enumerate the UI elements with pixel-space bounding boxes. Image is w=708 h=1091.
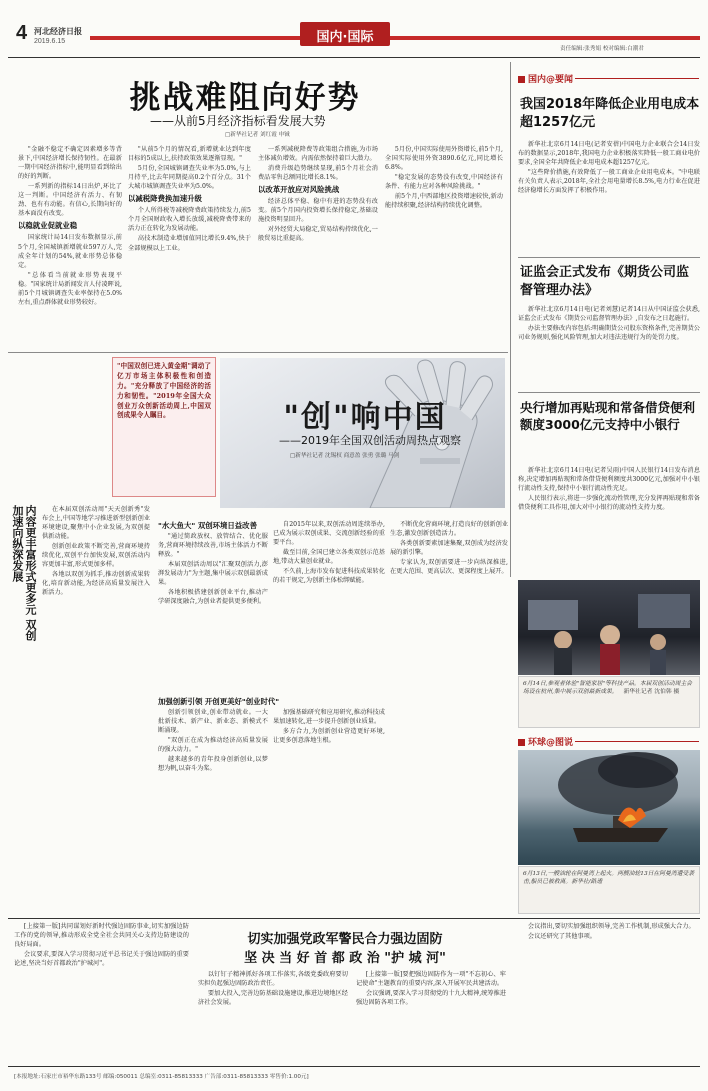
paragraph: 一系列减税降费等政策组合措施,为市场主体减负增效。内需依然保持着巨大潜力。 [258,146,378,163]
paragraph: 会议指出,要切实加强组织领导,完善工作机制,形成强大合力。 [527,923,695,930]
feature-column-c [158,708,268,840]
paragraph: "金融不稳定不确定因素增多等背景下,中国经济增长保持韧性。在最新一期中国经济指标中,能明显看到给出的好的判断。 [18,146,122,181]
footer-info: [本报地址:石家庄市裕华东路133号 邮编:050011 总编室:0311-85813333 广告部:0311-85813333 零售价:1.00元] [14,1074,309,1080]
feature-byline: □新华社记者 沈锡权 商意盈 张勇 张璐 马剑 [290,453,400,459]
tanker-fire-photo [518,750,700,865]
feature-photo-caption [518,676,700,728]
paragraph: 消费升级趋势继续显现,前5个月社会消费品零售总额同比增长8.1%。 [258,165,378,182]
paragraph: 会议要求,要深入学习贯彻习近平总书记关于强边固防的重要论述,坚决当好首都政治"护城河"。 [14,951,189,968]
header-rule [8,57,700,58]
story3-headline: 央行增加再贴现和常备借贷便利额度3000亿元支持中小银行 [520,400,696,432]
section-title: 国内·国际 [316,30,374,45]
story-divider [518,257,700,258]
bottom-column-2 [198,970,348,1060]
paragraph: 截至目前,全国已建立各类双创示范基地,带动大量创业就业。 [273,549,385,566]
paragraph: "双创正在成为推动经济高质量发展的强大动力。" [158,737,268,754]
lead-column-2 [128,145,251,345]
world-section-label: 环球@图说 [518,735,573,748]
paragraph: "从前5个月的情况看,新增就业达到年度目标的5成以上,扶持政策效果逐渐显现。" [128,146,251,163]
lead-subhead-1: 以稳就业促就业稳 [18,221,78,231]
paragraph: "这些降价措施,有效降低了一般工商业企业用电成本。"中电联有关负责人表示,2018年,全社会用电量增长8.5%,电力行业在促进经济稳增长方面发挥了积极作用。 [518,169,700,195]
page-number: 4 [16,22,28,44]
paragraph: 多方合力,为创新创业营造更好环境,让更多创意落地生根。 [273,728,385,745]
bottom-column-4 [518,922,700,1057]
paragraph: 国家统计局14日发布数据显示,前5个月,全国城镇新增就业597万人,完成全年计划的54%,就业形势总体稳定。 [18,234,122,269]
feature-column-d [273,708,385,840]
square-bullet-icon [518,76,525,83]
paragraph: 对外经贸大局稳定,贸易结构持续优化,一般贸易比重提高。 [258,226,378,243]
paragraph: 要加大投入,完善边防基础设施建设,推进边境地区经济社会发展。 [198,990,348,1007]
column-divider [510,62,511,577]
bottom-column-3 [356,970,506,1060]
section-rule [575,78,699,79]
lead-subhead-3: 以改革开放应对风险挑战 [258,185,340,195]
lead-column-3 [258,145,378,345]
feature-subhead-b: 加强创新引领 开创更美好"创业时代" [158,697,280,706]
footer-rule [8,1066,700,1067]
paragraph: 不久前,上海市发布促进科技成果转化的若干规定,为创新主体松绑赋能。 [273,568,385,585]
header-band [90,36,700,40]
tanker-caption: 6月13日,一艘油轮在阿曼湾上起火。两艘油轮13日在阿曼湾遭受袭击,船员已被救离。新华社/路透 [518,866,700,914]
story2-body [518,305,700,387]
paragraph: 加强基础研究和应用研究,推动科技成果加速转化,进一步提升创新创业质量。 [273,709,385,726]
feature-column-e [390,520,508,688]
section-rule [575,741,699,742]
bottom-headline-2: 坚 决 当 好 首 都 政 治 "护 城 河" [244,951,446,966]
paragraph: 专家认为,双创需要进一步向纵深推进,在更大范围、更高层次、更深程度上展开。 [390,559,508,576]
paragraph: 自2015年以来,双创活动周连续举办,已成为展示双创成果、交流创新经验的重要平台。 [273,521,385,547]
page-header [0,0,708,58]
paragraph: 越来越多的青年投身创新创业,以梦想为帆,以奋斗为桨。 [158,756,268,773]
bottom-headline-1: 切实加强党政军警民合力强边固防 [247,932,443,947]
tanker-fire-illustration [518,750,700,865]
editor-credits: 责任编辑:张秀娟 校对编辑:白潮君 [560,46,644,52]
lead-byline: □新华社记者 刘红霞 申铖 [225,132,290,138]
paragraph: 新华社北京6月14日电(记者吴雨)中国人民银行14日发布消息称,决定增加再贴现和常备借贷便利额度共3000亿元,加强对中小银行流动性支持,保持中小银行流动性充足。 [518,467,700,493]
paragraph: 各类创新要素加速集聚,双创成为经济发展的新引擎。 [390,540,508,557]
paragraph: 创新创业政策不断完善,营商环境持续优化,双创平台加快发展,双创活动内容更加丰富,形式更加多样。 [42,543,150,569]
paragraph: 创新引领创业,创业带动就业。一大批新技术、新产业、新业态、新模式不断涌现。 [158,709,268,735]
paragraph: [上接第一版]共同谋划好新时代强边固防事业,切实加强边防工作的党的领导,推动形成全党全社会共同关心支持边防建设的良好局面。 [14,923,189,949]
photo-credit: 新华社记者 沈伯韩 摄 [623,689,680,696]
feature-subhead-a: "水大鱼大" 双创环境日益改善 [158,521,257,530]
feature-column-b [273,520,385,688]
feature-column-a [158,532,268,682]
paragraph: 个人所得税等减税降费政策持续发力,前5个月全国财政收入增长放缓,减税降费带来的活力正在转化为发展动能。 [128,207,251,233]
paragraph: 办法主要修改内容包括:明确期货公司股东资格条件,完善期货公司业务规则,强化风险管理,加大对违法违规行为的处罚力度。 [518,325,700,342]
paragraph: 会议还研究了其他事项。 [527,933,596,941]
paragraph: 5月份,中国实际使用外资增长,前5个月,全国实际使用外资3890.6亿元,同比增长6.8%。 [385,146,503,172]
paragraph: 在本届双创活动周"天天创新秀"发布会上,中国等地学习推进新型创新创业环境建设,聚焦中小企业发展,为双创提供新动能。 [42,506,150,541]
paragraph: 前5个月,中西部地区投资增速较快,新动能持续积聚,经济结构持续优化调整。 [385,193,503,210]
caption-text: 6月14日,参观者体验"智能家居"等科技产品。本届双创活动周主会场设在杭州,集中展示双创最新成果。 [523,681,692,696]
story-divider [518,392,700,393]
paragraph: 各地以双创为抓手,推动创新成果转化,培育新动能,为经济高质量发展注入新活力。 [42,571,150,597]
feature-side-headline: 内容更丰富形式更多元 双创加速向纵深发展 [11,505,37,641]
bottom-column-1 [14,922,189,1057]
paragraph: "稳定发展的态势没有改变,中国经济有条件、有能力应对各种风险挑战。" [385,174,503,191]
story1-headline: 我国2018年降低企业用电成本超1257亿元 [520,97,700,130]
feature-headline: "创"响中国 [283,400,447,435]
paragraph: 人民银行表示,将进一步强化流动性管理,充分发挥再贴现和常备借贷便利工具作用,加大对中小银行的流动性支持力度。 [518,495,700,512]
right-section-label: 国内@要闻 [518,72,573,85]
lead-subtitle: ——从前5月经济指标看发展大势 [150,114,326,128]
paragraph: 各地积极搭建创新创业平台,推动产学研深度融合,为创业者提供更多便利。 [158,589,268,606]
paragraph: "总体看当前就业形势表现平稳。"国家统计局新闻发言人付凌晖说,前5个月城镇调查失业率保持在5.0%左右,重点群体就业形势较好。 [18,271,122,306]
story1-body [518,140,700,252]
feature-intro-box [112,357,216,497]
paragraph: 以钉钉子精神抓好各项工作落实,各级党委政府要切实担负起强边固防政治责任。 [198,971,348,988]
feature-left-text [42,505,150,763]
issue-date: 2019.6.15 [34,38,66,45]
paragraph: 不断优化营商环境,打造良好的创新创业生态,激发创新创造活力。 [390,521,508,538]
paragraph: 会议强调,要深入学习贯彻党的十九大精神,统筹推进强边固防各项工作。 [356,990,506,1007]
bottom-top-rule [8,918,700,919]
paragraph: [上接第一版]要把强边固防作为一项"不忘初心、牢记使命"主题教育的重要内容,深入开展军民共建活动。 [356,971,506,988]
paragraph: 高技术制造业增加值同比增长9.4%,快于全部规模以上工业。 [128,235,251,252]
lead-column-1 [18,145,122,345]
story2-headline: 证监会正式发布《期货公司监督管理办法》 [520,265,690,298]
fair-visitors-illustration [518,580,700,675]
square-bullet-icon [518,739,525,746]
feature-top-rule [8,352,508,353]
lead-headline: 挑战难阻向好势 [129,80,361,116]
paragraph: 新华社北京6月14日电(记者刘慧)记者14日从中国证监会获悉,证监会正式发布《期货公司监督管理办法》,自发布之日起施行。 [518,306,700,323]
paragraph: "通过简政放权、放管结合、优化服务,营商环境持续改善,市场主体活力不断释放。" [158,533,268,559]
paragraph: 经济总体平稳、稳中有进的态势没有改变。前5个月国内投资增长保持稳定,基础设施投资明显回升。 [258,198,378,224]
paper-name: 河北经济日报 [34,27,82,36]
paragraph: 一系列新的指标14日出炉,环比了这一判断。中国经济有活力、有韧劲、也有有动能。有信心,长期向好的基本面没有改变。 [18,183,122,218]
paragraph: 本届双创活动周以"汇聚双创活力,澎湃发展动力"为主题,集中展示双创最新成果。 [158,561,268,587]
paragraph: 新华社北京6月14日电(记者安蓓)中国电力企业联合会14日发布的数据显示,2018年,我国电力企业积极落实降低一般工商业电价要求,全国全年共降低企业用电成本超1257亿元。 [518,141,700,167]
lead-column-4 [385,145,503,345]
fair-visitors-photo [518,580,700,675]
paragraph: 5月份,全国城镇调查失业率为5.0%,与上月持平,比去年同期提高0.2个百分点。31个大城市城镇调查失业率为5.0%。 [128,165,251,191]
lead-subhead-2: 以减税降费换加速升级 [128,194,202,204]
feature-subtitle: ——2019年全国双创活动周热点观察 [279,434,461,447]
story3-body [518,466,700,574]
feature-intro-text: "中国双创已进入黄金期"调动了亿万市场主体积极性和创造力。"充分释放了中国经济的活力和韧性。"2019年全国大众创业万众创新活动周上,中国双创成果令人瞩目。 [117,362,211,420]
